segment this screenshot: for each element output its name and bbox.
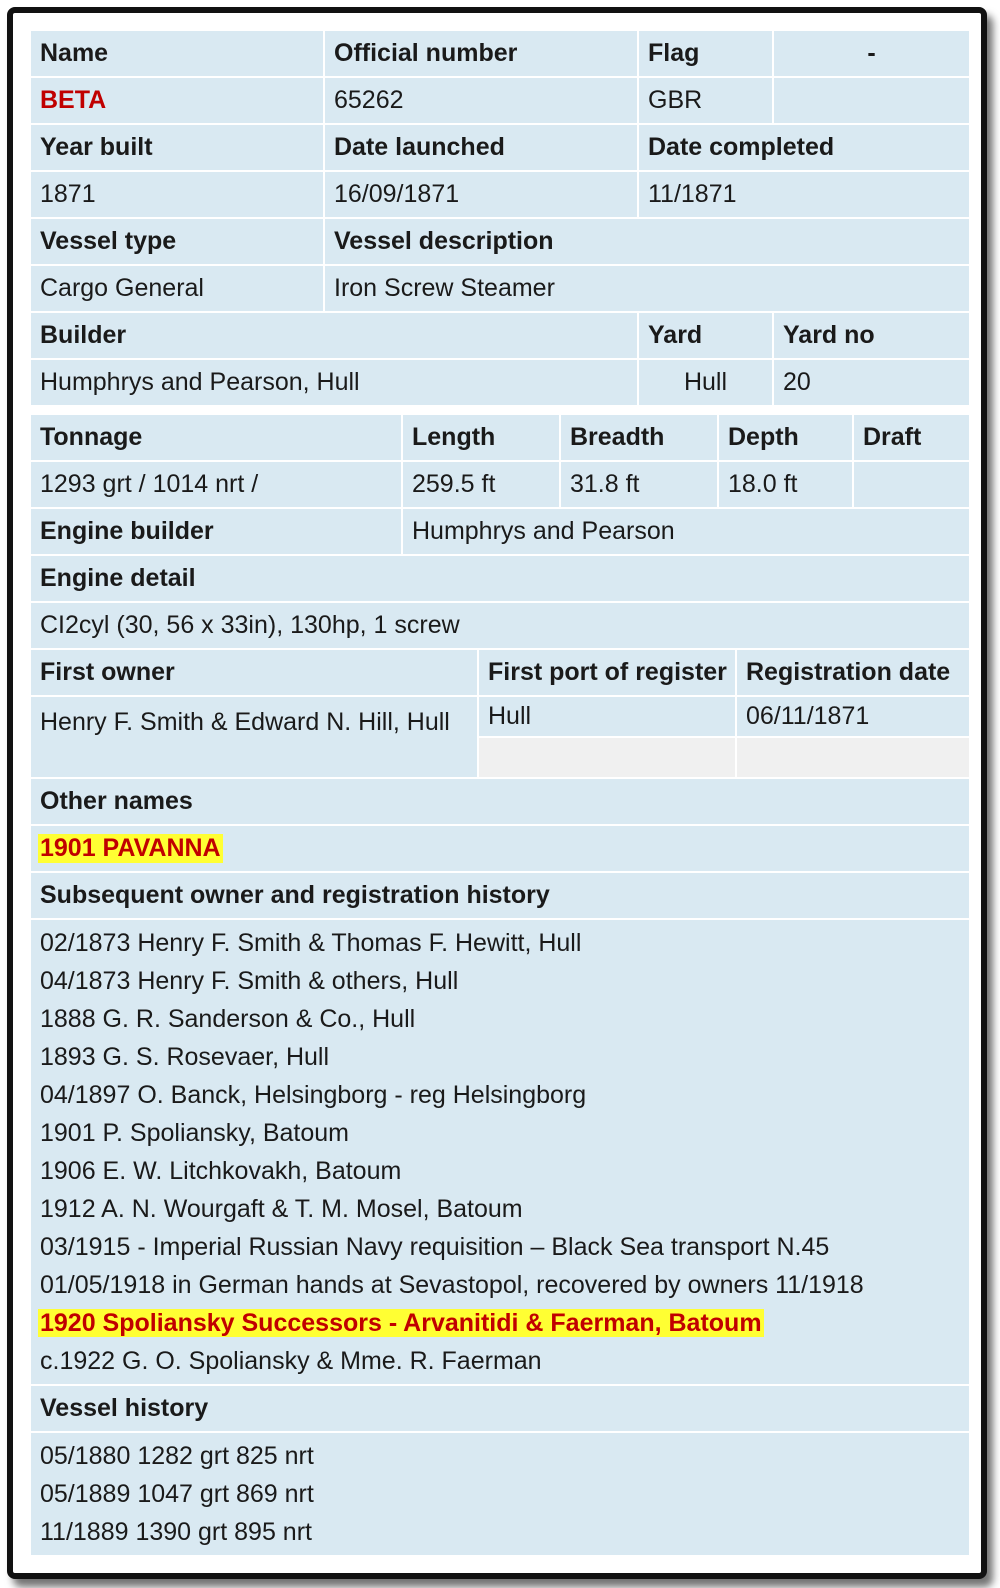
tonnage-label: Tonnage [31,415,403,462]
highlighted-owner-entry: 1920 Spoliansky Successors - Arvanitidi & Faerman, Batoum [40,1309,762,1337]
vessel-record-table [31,31,969,1555]
registration-date-column [737,697,969,779]
yard-no-value: 20 [774,360,969,407]
first-port-value: Hull [479,697,737,738]
vessel-record-frame [7,7,987,1579]
flag-extra-cell [774,78,969,125]
registration-date-label: Registration date [737,650,969,697]
first-port-column [479,697,737,779]
other-names-label: Other names [31,779,969,826]
registration-date-empty [737,738,969,779]
list-item: c.1922 G. O. Spoliansky & Mme. R. Faerman [40,1347,542,1375]
list-item: 1906 E. W. Litchkovakh, Batoum [40,1157,402,1185]
list-item: 1893 G. S. Rosevaer, Hull [40,1043,330,1071]
table-row [31,415,969,462]
table-row [31,1386,969,1433]
other-name-highlight: 1901 PAVANNA [40,834,221,862]
official-number-label: Official number [325,31,639,78]
yard-label: Yard [639,313,774,360]
list-item: 1901 P. Spoliansky, Batoum [40,1119,349,1147]
year-built-value: 1871 [31,172,325,219]
name-label: Name [31,31,325,78]
table-row [31,603,969,650]
list-item: 1912 A. N. Wourgaft & T. M. Mosel, Batoum [40,1195,523,1223]
table-row [31,650,969,697]
list-item: 05/1880 1282 grt 825 nrt [40,1442,314,1470]
table-row [31,826,969,873]
flag-dash: - [774,31,969,78]
table-row [31,78,969,125]
vessel-description-value: Iron Screw Steamer [325,266,969,313]
breadth-value: 31.8 ft [561,462,719,509]
engine-builder-value: Humphrys and Pearson [403,509,969,556]
engine-builder-label: Engine builder [31,509,403,556]
builder-value: Humphrys and Pearson, Hull [31,360,639,407]
list-item: 1888 G. R. Sanderson & Co., Hull [40,1005,416,1033]
list-item: 03/1915 - Imperial Russian Navy requisition – Black Sea transport N.45 [40,1233,830,1261]
yard-no-label: Yard no [774,313,969,360]
draft-label: Draft [854,415,969,462]
list-item: 02/1873 Henry F. Smith & Thomas F. Hewitt, Hull [40,929,582,957]
list-item: 04/1873 Henry F. Smith & others, Hull [40,967,459,995]
table-row [31,31,969,78]
table-row [31,873,969,920]
vessel-name-text: BETA [40,86,107,114]
length-value: 259.5 ft [403,462,561,509]
first-port-empty [479,738,737,779]
section-divider [31,407,969,415]
table-row [31,360,969,407]
list-item-highlighted [40,1304,969,1342]
table-row [31,266,969,313]
tonnage-value: 1293 grt / 1014 nrt / [31,462,403,509]
depth-value: 18.0 ft [719,462,854,509]
date-launched-value: 16/09/1871 [325,172,639,219]
length-label: Length [403,415,561,462]
table-row [31,1433,969,1555]
owner-history-list [31,920,969,1386]
table-row [31,219,969,266]
list-item: 04/1897 O. Banck, Helsingborg - reg Helsingborg [40,1081,587,1109]
flag-label: Flag [639,31,774,78]
year-built-label: Year built [31,125,325,172]
vessel-type-label: Vessel type [31,219,325,266]
table-row [31,920,969,1386]
depth-label: Depth [719,415,854,462]
builder-label: Builder [31,313,639,360]
table-row [31,556,969,603]
date-completed-label: Date completed [639,125,969,172]
vessel-name [31,78,325,125]
vessel-description-label: Vessel description [325,219,969,266]
official-number-value: 65262 [325,78,639,125]
breadth-label: Breadth [561,415,719,462]
table-row [31,779,969,826]
flag-value: GBR [639,78,774,125]
first-owner-value: Henry F. Smith & Edward N. Hill, Hull [31,697,479,779]
table-row [31,509,969,556]
draft-value [854,462,969,509]
list-item: 05/1889 1047 grt 869 nrt [40,1480,314,1508]
vessel-history-label: Vessel history [31,1386,969,1433]
date-launched-label: Date launched [325,125,639,172]
list-item: 11/1889 1390 grt 895 nrt [40,1518,312,1546]
registration-date-value: 06/11/1871 [737,697,969,738]
yard-value: Hull [639,360,774,407]
list-item: 01/05/1918 in German hands at Sevastopol, recovered by owners 11/1918 [40,1271,864,1299]
date-completed-value: 11/1871 [639,172,969,219]
table-row [31,125,969,172]
other-names-cell [31,826,969,873]
vessel-history-list [31,1433,969,1555]
engine-detail-value: CI2cyl (30, 56 x 33in), 130hp, 1 screw [31,603,969,650]
table-row [31,313,969,360]
first-owner-label: First owner [31,650,479,697]
subsequent-history-label: Subsequent owner and registration history [31,873,969,920]
table-row [31,697,969,779]
first-port-label: First port of register [479,650,737,697]
table-row [31,172,969,219]
table-row [31,462,969,509]
engine-detail-label: Engine detail [31,556,969,603]
vessel-type-value: Cargo General [31,266,325,313]
